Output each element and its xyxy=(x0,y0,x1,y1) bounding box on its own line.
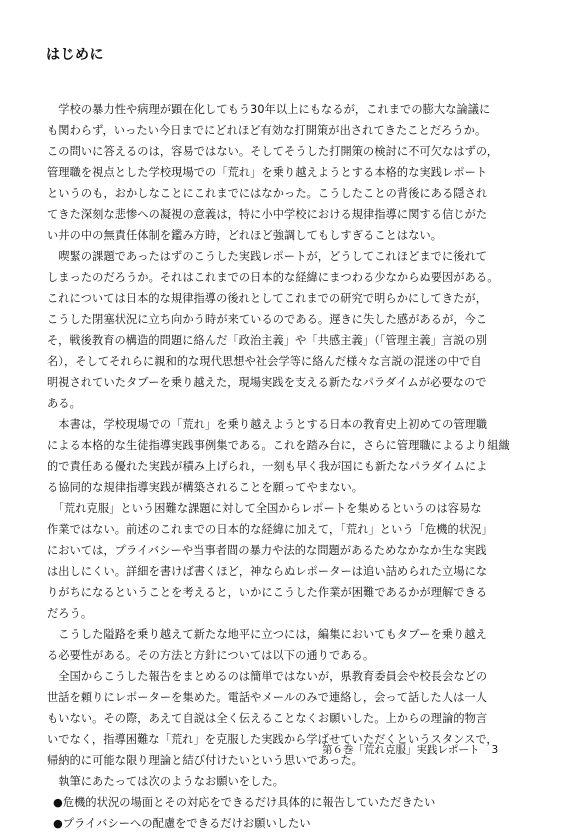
text-line: この問いに答えるのは，容易ではない。そしてそうした打開策の検討に不可欠なはずの， xyxy=(47,145,499,158)
text-line: 本書は，学校現場での「荒れ」を乗り越えようとする日本の教育史上初めての管理職 xyxy=(47,418,488,431)
bullet-item: ●危機的状況の場面とその対応をできるだけ具体的に報告していただきたい xyxy=(53,796,436,809)
text-line: による本格的な生徒指導実践事例集である。これを踏み台に，さらに管理職によるより組織 xyxy=(47,439,510,452)
text-line: 帰納的に可能な限り理論と結び付けたいという思いであった。 xyxy=(47,754,363,767)
text-line: も関わらず，いったい今日までにどれほど有効な打開策が出されてきたことだろうか。 xyxy=(47,124,487,137)
bullet-item: ●プライバシーへの配慮をできるだけお願いしたい xyxy=(53,817,311,830)
text-line: だろう。 xyxy=(47,607,93,620)
text-line: いでなく，指導困難な「荒れ」を克服した実践から学ばせていただくというスタンスで， xyxy=(47,733,498,746)
text-line: 「荒れ克服」という困難な課題に対して全国からレポートを集めるというのは容易な xyxy=(47,502,482,515)
text-line: てきた深刻な悲惨への凝視の意義は，特に小中学校における規律指導に関する信じがた xyxy=(47,208,488,221)
text-line: もいない。その際，あえて自説は全く伝えることなくお願いした。上からの理論的物言 xyxy=(47,712,488,725)
text-line: 名），そしてそれらに親和的な現代思想や社会学等に絡んだ様々な言説の混迷の中で自 xyxy=(47,355,482,368)
text-line: る協同的な規律指導実践が構築されることを願ってやまない。 xyxy=(47,481,364,494)
text-line: こうした閉塞状況に立ち向かう時が来ているのである。遅きに失した感があるが，今こ xyxy=(47,313,488,326)
text-line: しまったのだろうか。それはこれまでの日本的な経緯にまつわる少なからぬ要因がある。 xyxy=(47,271,499,284)
text-line: 学校の暴力性や病理が顕在化してもう30年以上にもなるが，これまでの膨大な論議に xyxy=(47,103,491,116)
page-footer xyxy=(322,742,498,757)
text-line: 作業ではない。前述のこれまでの日本的な経緯に加えて，「荒れ」という「危機的状況」 xyxy=(47,523,493,536)
text-line: そ，戦後教育の構造的問題に絡んだ「政治主義」や「共感主義」（「管理主義」言説の別 xyxy=(47,334,488,347)
text-line: る必要性がある。その方法と方針については以下の通りである。 xyxy=(47,649,375,662)
body-text xyxy=(47,99,529,834)
text-line: 明視されていたタブーを乗り越えた，現場実践を支える新たなパラダイムが必要なので xyxy=(47,376,487,389)
footer-title: 第６巻「荒れ克服」実践レポート xyxy=(322,744,480,756)
text-line: これについては日本的な規律指導の後れとしてこれまでの研究で明らかにしてきたが， xyxy=(47,292,487,305)
text-line: というのも，おかしなことにこれまでにはなかった。こうしたことの背後にある隠され xyxy=(47,187,488,200)
page-title: はじめに xyxy=(46,47,104,63)
text-line: 執筆にあたっては次のようなお願いをした。 xyxy=(47,775,285,788)
text-line: 的で責任ある優れた実践が積み上げられ，一刻も早く我が国にも新たなパラダイムによ xyxy=(47,460,488,473)
text-line: りがちになるということを考えると，いかにこうした作業が困難であるかが理解できる xyxy=(47,586,488,599)
text-line: い井の中の無責任体制を鑑み方時，どれほど強調してもしすぎることはない。 xyxy=(47,229,443,242)
page-number: 3 xyxy=(491,744,499,756)
text-line: は出しにくい。詳細を書けば書くほど，神ならぬレポーターは追い詰められた立場にな xyxy=(47,565,488,578)
text-line: ある。 xyxy=(47,397,81,410)
text-line: 全国からこうした報告をまとめるのは簡単ではないが，県教育委員会や校長会などの xyxy=(47,670,488,683)
text-line: こうした隘路を乗り越えて新たな地平に立つには，編集においてもタブーを乗り越え xyxy=(47,628,487,641)
text-line: 世話を頼りにレポーターを集めた。電話やメールのみで連絡し，会って話した人は一人 xyxy=(47,691,487,704)
text-line: 喫緊の課題であったはずのこうした実践レポートが，どうしてこれほどまでに後れて xyxy=(47,250,488,263)
text-line: 管理職を視点とした学校現場での「荒れ」を乗り越えようとする本格的な実践レポート xyxy=(47,166,488,179)
text-line: においては，プライバシーや当事者間の暴力や法的な問題があるためなかなか生な実践 xyxy=(47,544,487,557)
